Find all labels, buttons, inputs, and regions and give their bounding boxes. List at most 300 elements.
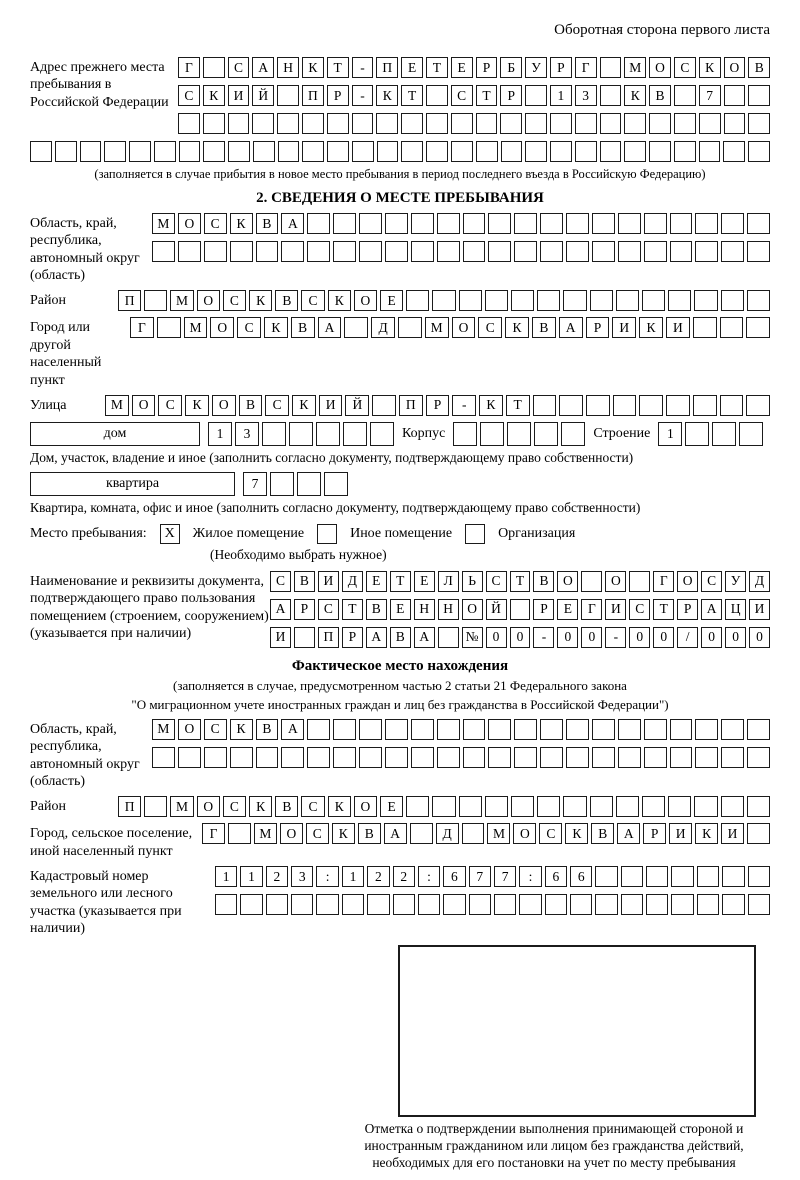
- char-cell[interactable]: К: [328, 290, 351, 311]
- char-cell[interactable]: [533, 395, 557, 416]
- char-cell[interactable]: М: [170, 796, 193, 817]
- char-cell[interactable]: [721, 241, 744, 262]
- char-cell[interactable]: [639, 395, 663, 416]
- korpus-cells[interactable]: [453, 422, 585, 446]
- char-cell[interactable]: [367, 894, 389, 915]
- char-cell[interactable]: [277, 85, 299, 106]
- char-cell[interactable]: [411, 213, 434, 234]
- char-cell[interactable]: П: [399, 395, 423, 416]
- char-cell[interactable]: П: [118, 290, 141, 311]
- char-cell[interactable]: [695, 241, 718, 262]
- char-cell[interactable]: [699, 141, 721, 162]
- char-cell[interactable]: О: [354, 796, 377, 817]
- char-cell[interactable]: [525, 113, 547, 134]
- char-cell[interactable]: [514, 241, 537, 262]
- prev-address-row-3[interactable]: [178, 113, 770, 134]
- char-cell[interactable]: О: [197, 796, 220, 817]
- char-cell[interactable]: [327, 141, 349, 162]
- char-cell[interactable]: А: [366, 627, 387, 648]
- char-cell[interactable]: М: [105, 395, 129, 416]
- char-cell[interactable]: И: [749, 599, 770, 620]
- char-cell[interactable]: С: [158, 395, 182, 416]
- char-cell[interactable]: О: [280, 823, 303, 844]
- char-cell[interactable]: Р: [342, 627, 363, 648]
- char-cell[interactable]: -: [452, 395, 476, 416]
- char-cell[interactable]: [411, 241, 434, 262]
- char-cell[interactable]: У: [525, 57, 547, 78]
- char-cell[interactable]: [80, 141, 102, 162]
- char-cell[interactable]: [540, 719, 563, 740]
- char-cell[interactable]: И: [669, 823, 692, 844]
- char-cell[interactable]: [203, 141, 225, 162]
- char-cell[interactable]: В: [256, 719, 279, 740]
- char-cell[interactable]: Е: [451, 57, 473, 78]
- char-cell[interactable]: [537, 290, 560, 311]
- char-cell[interactable]: [721, 747, 744, 768]
- char-cell[interactable]: [642, 290, 665, 311]
- char-cell[interactable]: [644, 241, 667, 262]
- char-cell[interactable]: [437, 747, 460, 768]
- char-cell[interactable]: О: [210, 317, 234, 338]
- char-cell[interactable]: [671, 866, 693, 887]
- char-cell[interactable]: Й: [252, 85, 274, 106]
- char-cell[interactable]: С: [228, 57, 250, 78]
- char-cell[interactable]: [693, 317, 717, 338]
- char-cell[interactable]: [411, 747, 434, 768]
- char-cell[interactable]: Т: [506, 395, 530, 416]
- house-number-cells[interactable]: [208, 422, 394, 446]
- char-cell[interactable]: [586, 395, 610, 416]
- char-cell[interactable]: Й: [345, 395, 369, 416]
- char-cell[interactable]: [432, 796, 455, 817]
- char-cell[interactable]: К: [185, 395, 209, 416]
- char-cell[interactable]: :: [316, 866, 338, 887]
- char-cell[interactable]: В: [275, 290, 298, 311]
- char-cell[interactable]: [270, 472, 294, 496]
- char-cell[interactable]: 0: [486, 627, 507, 648]
- char-cell[interactable]: [747, 719, 770, 740]
- char-cell[interactable]: [485, 290, 508, 311]
- checkbox-organization[interactable]: [465, 524, 485, 544]
- char-cell[interactable]: [253, 141, 275, 162]
- char-cell[interactable]: С: [478, 317, 502, 338]
- house-type-box[interactable]: дом: [30, 422, 200, 446]
- char-cell[interactable]: С: [629, 599, 650, 620]
- char-cell[interactable]: [507, 422, 531, 446]
- char-cell[interactable]: С: [237, 317, 261, 338]
- char-cell[interactable]: К: [302, 57, 324, 78]
- char-cell[interactable]: 7: [494, 866, 516, 887]
- char-cell[interactable]: [592, 213, 615, 234]
- char-cell[interactable]: [563, 796, 586, 817]
- char-cell[interactable]: [724, 113, 746, 134]
- char-cell[interactable]: Е: [401, 57, 423, 78]
- char-cell[interactable]: О: [649, 57, 671, 78]
- stroenie-cells[interactable]: [658, 422, 763, 446]
- char-cell[interactable]: 0: [701, 627, 722, 648]
- char-cell[interactable]: 6: [570, 866, 592, 887]
- char-cell[interactable]: [616, 290, 639, 311]
- char-cell[interactable]: [277, 113, 299, 134]
- char-cell[interactable]: Д: [371, 317, 395, 338]
- char-cell[interactable]: [748, 141, 770, 162]
- char-cell[interactable]: [352, 141, 374, 162]
- char-cell[interactable]: В: [748, 57, 770, 78]
- char-cell[interactable]: [747, 290, 770, 311]
- char-cell[interactable]: М: [487, 823, 510, 844]
- char-cell[interactable]: [550, 141, 572, 162]
- char-cell[interactable]: [721, 213, 744, 234]
- char-cell[interactable]: [359, 719, 382, 740]
- char-cell[interactable]: [525, 85, 547, 106]
- char-cell[interactable]: Ь: [462, 571, 483, 592]
- char-cell[interactable]: К: [699, 57, 721, 78]
- char-cell[interactable]: О: [197, 290, 220, 311]
- char-cell[interactable]: К: [505, 317, 529, 338]
- char-cell[interactable]: [575, 113, 597, 134]
- char-cell[interactable]: [154, 141, 176, 162]
- char-cell[interactable]: С: [674, 57, 696, 78]
- char-cell[interactable]: Р: [294, 599, 315, 620]
- char-cell[interactable]: [352, 113, 374, 134]
- char-cell[interactable]: [418, 894, 440, 915]
- char-cell[interactable]: В: [649, 85, 671, 106]
- char-cell[interactable]: [463, 213, 486, 234]
- char-cell[interactable]: [469, 894, 491, 915]
- char-cell[interactable]: С: [301, 796, 324, 817]
- char-cell[interactable]: [266, 894, 288, 915]
- char-cell[interactable]: 1: [208, 422, 232, 446]
- char-cell[interactable]: [600, 57, 622, 78]
- char-cell[interactable]: [385, 719, 408, 740]
- char-cell[interactable]: В: [256, 213, 279, 234]
- char-cell[interactable]: [670, 241, 693, 262]
- char-cell[interactable]: [668, 796, 691, 817]
- char-cell[interactable]: 2: [393, 866, 415, 887]
- char-cell[interactable]: М: [152, 213, 175, 234]
- document-row-3[interactable]: [270, 627, 770, 648]
- char-cell[interactable]: [723, 141, 745, 162]
- char-cell[interactable]: [215, 894, 237, 915]
- char-cell[interactable]: [459, 290, 482, 311]
- char-cell[interactable]: Т: [510, 571, 531, 592]
- document-row-1[interactable]: [270, 571, 770, 592]
- char-cell[interactable]: [453, 422, 477, 446]
- char-cell[interactable]: [563, 290, 586, 311]
- char-cell[interactable]: [540, 213, 563, 234]
- char-cell[interactable]: [581, 571, 602, 592]
- char-cell[interactable]: У: [725, 571, 746, 592]
- char-cell[interactable]: [281, 241, 304, 262]
- char-cell[interactable]: [406, 290, 429, 311]
- char-cell[interactable]: С: [486, 571, 507, 592]
- char-cell[interactable]: [359, 213, 382, 234]
- char-cell[interactable]: [722, 894, 744, 915]
- char-cell[interactable]: К: [695, 823, 718, 844]
- char-cell[interactable]: -: [352, 85, 374, 106]
- char-cell[interactable]: О: [462, 599, 483, 620]
- char-cell[interactable]: С: [306, 823, 329, 844]
- char-cell[interactable]: [204, 747, 227, 768]
- char-cell[interactable]: :: [519, 866, 541, 887]
- char-cell[interactable]: №: [462, 627, 483, 648]
- char-cell[interactable]: [426, 113, 448, 134]
- char-cell[interactable]: 0: [510, 627, 531, 648]
- char-cell[interactable]: Г: [581, 599, 602, 620]
- char-cell[interactable]: С: [301, 290, 324, 311]
- char-cell[interactable]: Р: [586, 317, 610, 338]
- char-cell[interactable]: [316, 894, 338, 915]
- char-cell[interactable]: Р: [643, 823, 666, 844]
- char-cell[interactable]: [575, 141, 597, 162]
- char-cell[interactable]: [649, 113, 671, 134]
- char-cell[interactable]: О: [212, 395, 236, 416]
- char-cell[interactable]: Р: [476, 57, 498, 78]
- char-cell[interactable]: Т: [327, 57, 349, 78]
- char-cell[interactable]: П: [302, 85, 324, 106]
- char-cell[interactable]: 6: [443, 866, 465, 887]
- char-cell[interactable]: [178, 747, 201, 768]
- char-cell[interactable]: [203, 57, 225, 78]
- char-cell[interactable]: [463, 241, 486, 262]
- char-cell[interactable]: [333, 747, 356, 768]
- char-cell[interactable]: Б: [500, 57, 522, 78]
- char-cell[interactable]: Г: [178, 57, 200, 78]
- char-cell[interactable]: О: [605, 571, 626, 592]
- char-cell[interactable]: М: [425, 317, 449, 338]
- char-cell[interactable]: [540, 241, 563, 262]
- char-cell[interactable]: [307, 719, 330, 740]
- char-cell[interactable]: [674, 113, 696, 134]
- char-cell[interactable]: [438, 627, 459, 648]
- char-cell[interactable]: 0: [749, 627, 770, 648]
- char-cell[interactable]: [590, 290, 613, 311]
- char-cell[interactable]: [739, 422, 763, 446]
- char-cell[interactable]: Г: [653, 571, 674, 592]
- char-cell[interactable]: Т: [653, 599, 674, 620]
- char-cell[interactable]: [624, 141, 646, 162]
- char-cell[interactable]: Р: [533, 599, 554, 620]
- char-cell[interactable]: [451, 113, 473, 134]
- char-cell[interactable]: С: [223, 290, 246, 311]
- char-cell[interactable]: [649, 141, 671, 162]
- char-cell[interactable]: [595, 894, 617, 915]
- oblast-row-2[interactable]: [152, 241, 770, 262]
- char-cell[interactable]: С: [270, 571, 291, 592]
- char-cell[interactable]: [566, 213, 589, 234]
- prev-address-row-2[interactable]: [178, 85, 770, 106]
- char-cell[interactable]: [592, 719, 615, 740]
- apartment-type-box[interactable]: квартира: [30, 472, 235, 496]
- char-cell[interactable]: 2: [266, 866, 288, 887]
- char-cell[interactable]: /: [677, 627, 698, 648]
- char-cell[interactable]: В: [291, 317, 315, 338]
- char-cell[interactable]: Т: [476, 85, 498, 106]
- char-cell[interactable]: [747, 747, 770, 768]
- char-cell[interactable]: [432, 290, 455, 311]
- char-cell[interactable]: П: [318, 627, 339, 648]
- char-cell[interactable]: 3: [575, 85, 597, 106]
- char-cell[interactable]: 7: [243, 472, 267, 496]
- char-cell[interactable]: [514, 747, 537, 768]
- char-cell[interactable]: Ц: [725, 599, 746, 620]
- char-cell[interactable]: С: [204, 719, 227, 740]
- char-cell[interactable]: [488, 719, 511, 740]
- char-cell[interactable]: Р: [677, 599, 698, 620]
- char-cell[interactable]: А: [559, 317, 583, 338]
- char-cell[interactable]: [370, 422, 394, 446]
- char-cell[interactable]: М: [624, 57, 646, 78]
- char-cell[interactable]: [289, 422, 313, 446]
- char-cell[interactable]: [561, 422, 585, 446]
- char-cell[interactable]: О: [724, 57, 746, 78]
- char-cell[interactable]: [642, 796, 665, 817]
- char-cell[interactable]: А: [252, 57, 274, 78]
- char-cell[interactable]: Т: [426, 57, 448, 78]
- char-cell[interactable]: [695, 747, 718, 768]
- char-cell[interactable]: [590, 796, 613, 817]
- raion-row[interactable]: [118, 290, 770, 311]
- char-cell[interactable]: [385, 241, 408, 262]
- char-cell[interactable]: К: [249, 290, 272, 311]
- char-cell[interactable]: [333, 213, 356, 234]
- char-cell[interactable]: [307, 213, 330, 234]
- char-cell[interactable]: [459, 796, 482, 817]
- char-cell[interactable]: К: [264, 317, 288, 338]
- char-cell[interactable]: [228, 113, 250, 134]
- char-cell[interactable]: [666, 395, 690, 416]
- char-cell[interactable]: О: [132, 395, 156, 416]
- char-cell[interactable]: 0: [581, 627, 602, 648]
- char-cell[interactable]: О: [178, 719, 201, 740]
- char-cell[interactable]: [629, 571, 650, 592]
- char-cell[interactable]: [695, 213, 718, 234]
- char-cell[interactable]: К: [565, 823, 588, 844]
- char-cell[interactable]: [511, 796, 534, 817]
- fact-oblast-row-2[interactable]: [152, 747, 770, 768]
- char-cell[interactable]: [721, 290, 744, 311]
- char-cell[interactable]: [385, 213, 408, 234]
- char-cell[interactable]: [748, 894, 770, 915]
- char-cell[interactable]: [488, 241, 511, 262]
- char-cell[interactable]: 1: [342, 866, 364, 887]
- char-cell[interactable]: О: [452, 317, 476, 338]
- char-cell[interactable]: [372, 395, 396, 416]
- char-cell[interactable]: 1: [240, 866, 262, 887]
- char-cell[interactable]: В: [358, 823, 381, 844]
- char-cell[interactable]: [144, 290, 167, 311]
- char-cell[interactable]: С: [701, 571, 722, 592]
- char-cell[interactable]: И: [228, 85, 250, 106]
- char-cell[interactable]: С: [451, 85, 473, 106]
- char-cell[interactable]: Д: [436, 823, 459, 844]
- char-cell[interactable]: [534, 422, 558, 446]
- char-cell[interactable]: К: [230, 213, 253, 234]
- char-cell[interactable]: [327, 113, 349, 134]
- char-cell[interactable]: [559, 395, 583, 416]
- char-cell[interactable]: [294, 627, 315, 648]
- char-cell[interactable]: -: [533, 627, 554, 648]
- char-cell[interactable]: С: [204, 213, 227, 234]
- char-cell[interactable]: [712, 422, 736, 446]
- char-cell[interactable]: [443, 894, 465, 915]
- char-cell[interactable]: О: [513, 823, 536, 844]
- char-cell[interactable]: [618, 241, 641, 262]
- char-cell[interactable]: 0: [557, 627, 578, 648]
- char-cell[interactable]: В: [533, 571, 554, 592]
- char-cell[interactable]: [228, 141, 250, 162]
- char-cell[interactable]: 0: [725, 627, 746, 648]
- char-cell[interactable]: Й: [486, 599, 507, 620]
- char-cell[interactable]: П: [376, 57, 398, 78]
- char-cell[interactable]: 6: [545, 866, 567, 887]
- char-cell[interactable]: [616, 796, 639, 817]
- char-cell[interactable]: [426, 141, 448, 162]
- char-cell[interactable]: [179, 141, 201, 162]
- char-cell[interactable]: [697, 866, 719, 887]
- char-cell[interactable]: [746, 317, 770, 338]
- char-cell[interactable]: К: [203, 85, 225, 106]
- char-cell[interactable]: К: [639, 317, 663, 338]
- char-cell[interactable]: [670, 747, 693, 768]
- char-cell[interactable]: [600, 113, 622, 134]
- char-cell[interactable]: [401, 113, 423, 134]
- char-cell[interactable]: В: [532, 317, 556, 338]
- char-cell[interactable]: Е: [390, 599, 411, 620]
- char-cell[interactable]: 0: [653, 627, 674, 648]
- char-cell[interactable]: 1: [215, 866, 237, 887]
- char-cell[interactable]: [203, 113, 225, 134]
- char-cell[interactable]: К: [328, 796, 351, 817]
- char-cell[interactable]: И: [605, 599, 626, 620]
- char-cell[interactable]: [668, 290, 691, 311]
- char-cell[interactable]: [501, 141, 523, 162]
- char-cell[interactable]: Е: [557, 599, 578, 620]
- char-cell[interactable]: [646, 866, 668, 887]
- char-cell[interactable]: В: [591, 823, 614, 844]
- char-cell[interactable]: [410, 823, 433, 844]
- char-cell[interactable]: [333, 241, 356, 262]
- char-cell[interactable]: Р: [327, 85, 349, 106]
- char-cell[interactable]: [618, 213, 641, 234]
- char-cell[interactable]: [278, 141, 300, 162]
- char-cell[interactable]: [204, 241, 227, 262]
- char-cell[interactable]: [152, 747, 175, 768]
- char-cell[interactable]: [488, 747, 511, 768]
- char-cell[interactable]: [747, 213, 770, 234]
- char-cell[interactable]: [545, 894, 567, 915]
- char-cell[interactable]: О: [677, 571, 698, 592]
- char-cell[interactable]: М: [184, 317, 208, 338]
- char-cell[interactable]: Р: [550, 57, 572, 78]
- char-cell[interactable]: [30, 141, 52, 162]
- char-cell[interactable]: Д: [749, 571, 770, 592]
- char-cell[interactable]: [437, 719, 460, 740]
- char-cell[interactable]: [721, 796, 744, 817]
- ulitsa-row[interactable]: [105, 395, 770, 416]
- prev-address-row-4[interactable]: [30, 141, 770, 162]
- char-cell[interactable]: [671, 894, 693, 915]
- char-cell[interactable]: [646, 894, 668, 915]
- char-cell[interactable]: 7: [469, 866, 491, 887]
- char-cell[interactable]: Н: [277, 57, 299, 78]
- char-cell[interactable]: М: [152, 719, 175, 740]
- char-cell[interactable]: [480, 422, 504, 446]
- char-cell[interactable]: [720, 317, 744, 338]
- char-cell[interactable]: [618, 747, 641, 768]
- char-cell[interactable]: [624, 113, 646, 134]
- char-cell[interactable]: В: [294, 571, 315, 592]
